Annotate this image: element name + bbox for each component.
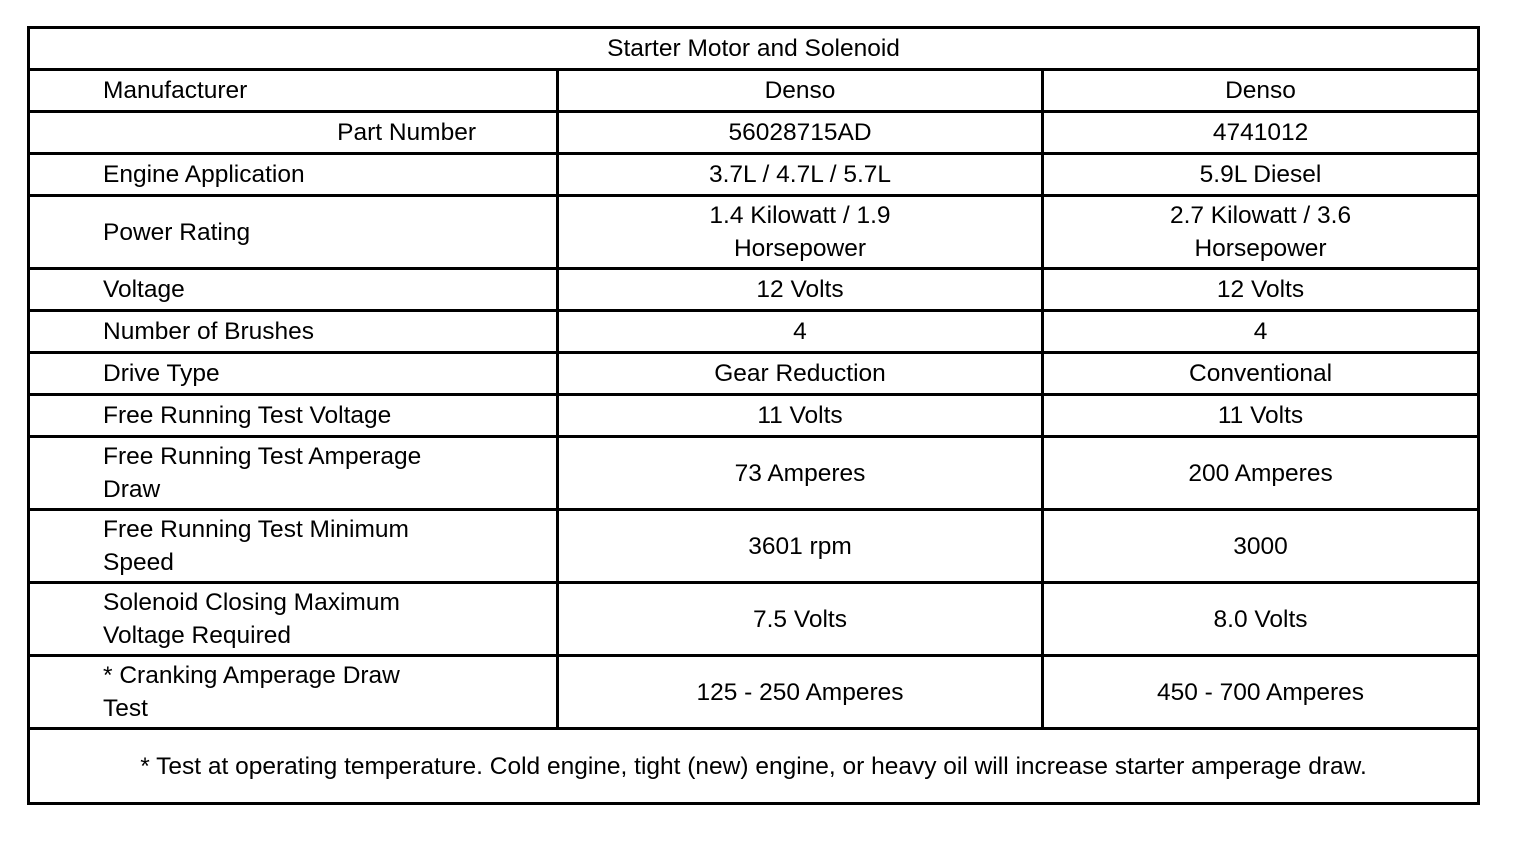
table-row bbox=[29, 311, 1479, 353]
table-row bbox=[29, 196, 1479, 269]
table-row bbox=[29, 510, 1479, 583]
title-row bbox=[29, 28, 1479, 70]
row-label: Voltage bbox=[29, 269, 558, 311]
starter-spec-table bbox=[27, 26, 1480, 805]
table-row bbox=[29, 269, 1479, 311]
cell-value: Conventional bbox=[1043, 353, 1479, 395]
cell-value: 12 Volts bbox=[558, 269, 1043, 311]
table-row bbox=[29, 154, 1479, 196]
table-row bbox=[29, 437, 1479, 510]
cell-value: 4741012 bbox=[1043, 112, 1479, 154]
table-row bbox=[29, 112, 1479, 154]
row-label: Power Rating bbox=[29, 196, 558, 269]
cell-value: 7.5 Volts bbox=[558, 583, 1043, 656]
cell-value: Denso bbox=[558, 70, 1043, 112]
cell-value: 3.7L / 4.7L / 5.7L bbox=[558, 154, 1043, 196]
row-label: Drive Type bbox=[29, 353, 558, 395]
cell-value: 3601 rpm bbox=[558, 510, 1043, 583]
cell-value: 4 bbox=[1043, 311, 1479, 353]
cell-value: 1.4 Kilowatt / 1.9 Horsepower bbox=[558, 196, 1043, 269]
row-label: Free Running Test Minimum Speed bbox=[29, 510, 558, 583]
table-row bbox=[29, 583, 1479, 656]
cell-value: 125 - 250 Amperes bbox=[558, 656, 1043, 729]
cell-value: 200 Amperes bbox=[1043, 437, 1479, 510]
row-label: * Cranking Amperage Draw Test bbox=[29, 656, 558, 729]
cell-value: 12 Volts bbox=[1043, 269, 1479, 311]
cell-value: Gear Reduction bbox=[558, 353, 1043, 395]
cell-value: 5.9L Diesel bbox=[1043, 154, 1479, 196]
cell-value: 2.7 Kilowatt / 3.6 Horsepower bbox=[1043, 196, 1479, 269]
row-label: Engine Application bbox=[29, 154, 558, 196]
row-label: Free Running Test Voltage bbox=[29, 395, 558, 437]
cell-value: Denso bbox=[1043, 70, 1479, 112]
table-row bbox=[29, 395, 1479, 437]
row-label: Part Number bbox=[29, 112, 558, 154]
row-label: Manufacturer bbox=[29, 70, 558, 112]
cell-value: 450 - 700 Amperes bbox=[1043, 656, 1479, 729]
row-label: Solenoid Closing Maximum Voltage Required bbox=[29, 583, 558, 656]
cell-value: 73 Amperes bbox=[558, 437, 1043, 510]
cell-value: 3000 bbox=[1043, 510, 1479, 583]
footnote-row bbox=[29, 729, 1479, 804]
table-row bbox=[29, 656, 1479, 729]
cell-value: 8.0 Volts bbox=[1043, 583, 1479, 656]
cell-value: 56028715AD bbox=[558, 112, 1043, 154]
row-label: Number of Brushes bbox=[29, 311, 558, 353]
table-title: Starter Motor and Solenoid bbox=[29, 28, 1479, 70]
cell-value: 4 bbox=[558, 311, 1043, 353]
table-row bbox=[29, 353, 1479, 395]
table-row bbox=[29, 70, 1479, 112]
footnote: * Test at operating temperature. Cold engine, tight (new) engine, or heavy oil will increase starter amperage draw. bbox=[29, 729, 1479, 804]
cell-value: 11 Volts bbox=[1043, 395, 1479, 437]
row-label: Free Running Test Amperage Draw bbox=[29, 437, 558, 510]
cell-value: 11 Volts bbox=[558, 395, 1043, 437]
